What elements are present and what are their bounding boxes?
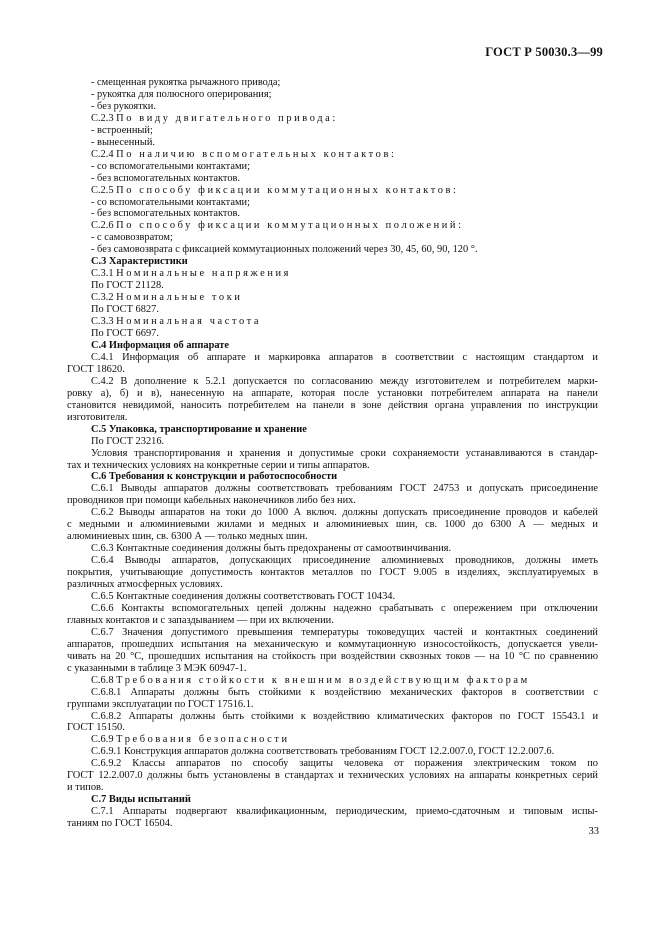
paragraph-line: С.6.7 Значения допустимого превышения температуры токоведущих частей и контактных соединений (91, 626, 598, 638)
subsection-heading (91, 316, 598, 328)
section-heading: С.6 Требования к конструкции и работоспособности (91, 471, 338, 483)
paragraph (67, 555, 598, 591)
text-line: - рукоятка для полюсного оперирования; (91, 88, 272, 100)
subsection-heading (91, 185, 598, 197)
paragraph-line: тах и технических условиях на конкретные серии и типы аппаратов. (67, 459, 370, 471)
paragraph-line: Условия транспортирования и хранения и допустимые сроки сохраняемости устанавливаются в стандар- (91, 447, 598, 459)
subsection-title: По наличию вспомогательных контактов: (116, 148, 397, 160)
paragraph-line: ГОСТ 18620. (67, 363, 125, 375)
subsection-heading (91, 220, 598, 232)
paragraph (67, 447, 598, 472)
paragraph-line: С.6.3 Контактные соединения должны быть предохранены от самоотвинчивания. (91, 543, 452, 555)
paragraph-line: ГОСТ 12.2.007.0 должны быть установлены в стандартах и технических условиях на аппараты конкретных серий (67, 770, 598, 782)
subsection-title: Требования стойкости к внешним воздействующим факторам (116, 674, 530, 686)
paragraph-line: становится невидимой, наносить потребителем на панели в зоне действия органа управления по инструкции (67, 399, 598, 411)
subsection-title: По виду двигательного привода: (116, 112, 338, 124)
subsection-heading (91, 734, 598, 746)
paragraph-line: изготовителя. (67, 411, 128, 423)
paragraph (67, 710, 598, 735)
page-header: ГОСТ Р 50030.3—99 (485, 45, 603, 59)
paragraph (67, 686, 598, 711)
paragraph-line: С.6.4 Выводы аппаратов, допускающих присоединение алюминиевых проводников, должны иметь (91, 555, 598, 567)
subsection-number: С.3.2 (91, 292, 114, 304)
paragraph-line: С.6.5 Контактные соединения должны соответствовать ГОСТ 10434. (91, 590, 396, 602)
subsection-number: С.2.6 (91, 220, 114, 232)
paragraph-line: аппаратов, прошедших испытания на механическую и коммутационную износостойкость, допускается увели- (67, 638, 598, 650)
subsection-title: По способу фиксации коммутационных положений: (116, 220, 464, 232)
paragraph-line: С.6.2 Выводы аппаратов на токи до 1000 А включ. должны допускать присоединение проводов и кабелей (91, 507, 598, 519)
paragraph-line: различных атмосферных условиях. (67, 579, 223, 591)
section-heading: С.5 Упаковка, транспортирование и хранение (91, 423, 307, 435)
text-line: - без вспомогательных контактов. (91, 208, 241, 220)
paragraph (67, 375, 598, 424)
paragraph (67, 507, 598, 543)
subsection-heading (91, 149, 598, 161)
paragraph-line: и типов. (67, 782, 104, 794)
subsection-heading (91, 292, 598, 304)
paragraph (67, 602, 598, 627)
paragraph (67, 626, 598, 675)
text-line: По ГОСТ 6827. (91, 304, 159, 316)
subsection-number: С.3.1 (91, 268, 114, 280)
paragraph (91, 746, 598, 758)
paragraph-line: С.6.1 Выводы аппаратов должны соответствовать требованиям ГОСТ 24753 и допускать присоединение (91, 483, 598, 495)
text-line: - смещенная рукоятка рычажного привода; (91, 77, 281, 88)
subsection-title: Номинальные токи (116, 292, 243, 304)
text-line: - с самовозвратом; (91, 232, 173, 244)
subsection-number: С.6.9 (91, 734, 114, 746)
subsection-number: С.2.5 (91, 184, 114, 196)
section-heading: С.4 Информация об аппарате (91, 339, 229, 351)
paragraph (91, 543, 598, 555)
subsection-title: Номинальные напряжения (116, 268, 292, 280)
paragraph-line: С.4.2 В дополнение к 5.2.1 допускается по согласованию между изготовителем и потребителем марки- (91, 375, 598, 387)
text-line: - со вспомогательными контактами; (91, 160, 250, 172)
text-line: - без рукоятки. (91, 100, 156, 112)
subsection-number: С.3.3 (91, 316, 114, 328)
text-line: - со вспомогательными контактами; (91, 196, 250, 208)
text-line: - без самовозврата с фиксацией коммутационных положений через 30, 45, 60, 90, 120 °. (91, 244, 478, 256)
paragraph (67, 806, 598, 830)
paragraph-line: проводников при помощи кабельных наконечников либо без них. (67, 495, 356, 507)
text-line: - вынесенный. (91, 136, 155, 148)
paragraph-line: ГОСТ 15150. (67, 722, 125, 734)
paragraph-line: с указанными в таблице 3 МЭК 60947-1. (67, 662, 247, 674)
subsection-heading (91, 113, 598, 125)
paragraph (67, 758, 598, 794)
text-line: - без вспомогательных контактов. (91, 172, 241, 184)
paragraph (67, 351, 598, 376)
paragraph-line: чивать на 20 °С, прошедших испытания на стойкость при воздействии сквозных токов — на 10 °С по сравнению (67, 650, 598, 662)
paragraph-line: С.6.9.1 Конструкция аппаратов должна соответствовать требованиям ГОСТ 12.2.007.0, ГОСТ 12.2.007.6. (91, 746, 555, 758)
paragraph-line: С.4.1 Информация об аппарате и маркировка аппаратов в соответствии с настоящим стандартом и (91, 351, 598, 363)
paragraph-line: покрытия, учитывающие допустимость контактов металлов по ГОСТ 9.005 в изделиях, эксплуатируемых в (67, 567, 598, 579)
paragraph (67, 483, 598, 507)
subsection-heading (91, 675, 598, 687)
paragraph-line: С.6.8.1 Аппараты должны быть стойкими к воздействию механических факторов в соответствии с (91, 686, 598, 698)
paragraph-line: С.6.9.2 Классы аппаратов по способу защиты человека от поражения электрическим током по (91, 758, 598, 770)
paragraph-line: ровку а), б) и в), нанесенную на аппарате, которая после установки потребителем аппарата на панели (67, 387, 598, 399)
subsection-title: Номинальная частота (116, 316, 262, 328)
paragraph-line: с медными и алюминиевыми жилами и медных и алюминиевых шин, св. 1000 до 6300 А — медных и (67, 519, 598, 531)
paragraph-line: С.6.6 Контакты вспомогательных цепей должны надежно срабатывать с опережением при отключении (91, 602, 598, 614)
paragraph (91, 591, 598, 603)
subsection-number: С.6.8 (91, 674, 114, 686)
section-heading: С.7 Виды испытаний (91, 794, 191, 806)
page-content (67, 77, 598, 830)
subsection-heading (91, 268, 598, 280)
paragraph-line: С.6.8.2 Аппараты должны быть стойкими к воздействию климатических факторов по ГОСТ 15543.1 и (91, 710, 598, 722)
subsection-number: С.2.3 (91, 112, 114, 124)
paragraph-line: таниям по ГОСТ 16504. (67, 818, 173, 830)
subsection-title: Требования безопасности (116, 734, 290, 746)
section-heading: С.3 Характеристики (91, 256, 188, 268)
text-line: По ГОСТ 23216. (91, 435, 165, 447)
text-line: По ГОСТ 6697. (91, 328, 159, 340)
subsection-number: С.2.4 (91, 148, 114, 160)
text-line: По ГОСТ 21128. (91, 280, 164, 292)
text-line: - встроенный; (91, 124, 153, 136)
paragraph-line: группами эксплуатации по ГОСТ 17516.1. (67, 698, 254, 710)
page-number: 33 (588, 826, 599, 837)
paragraph-line: алюминиевых шин, св. 6300 А — только медных шин. (67, 531, 308, 543)
paragraph-line: главных контактов и с запаздыванием — при их включении. (67, 614, 334, 626)
subsection-title: По способу фиксации коммутационных контактов: (116, 184, 459, 196)
paragraph-line: С.7.1 Аппараты подвергают квалификационным, периодическим, приемо-сдаточным и типовым испы- (91, 806, 598, 818)
